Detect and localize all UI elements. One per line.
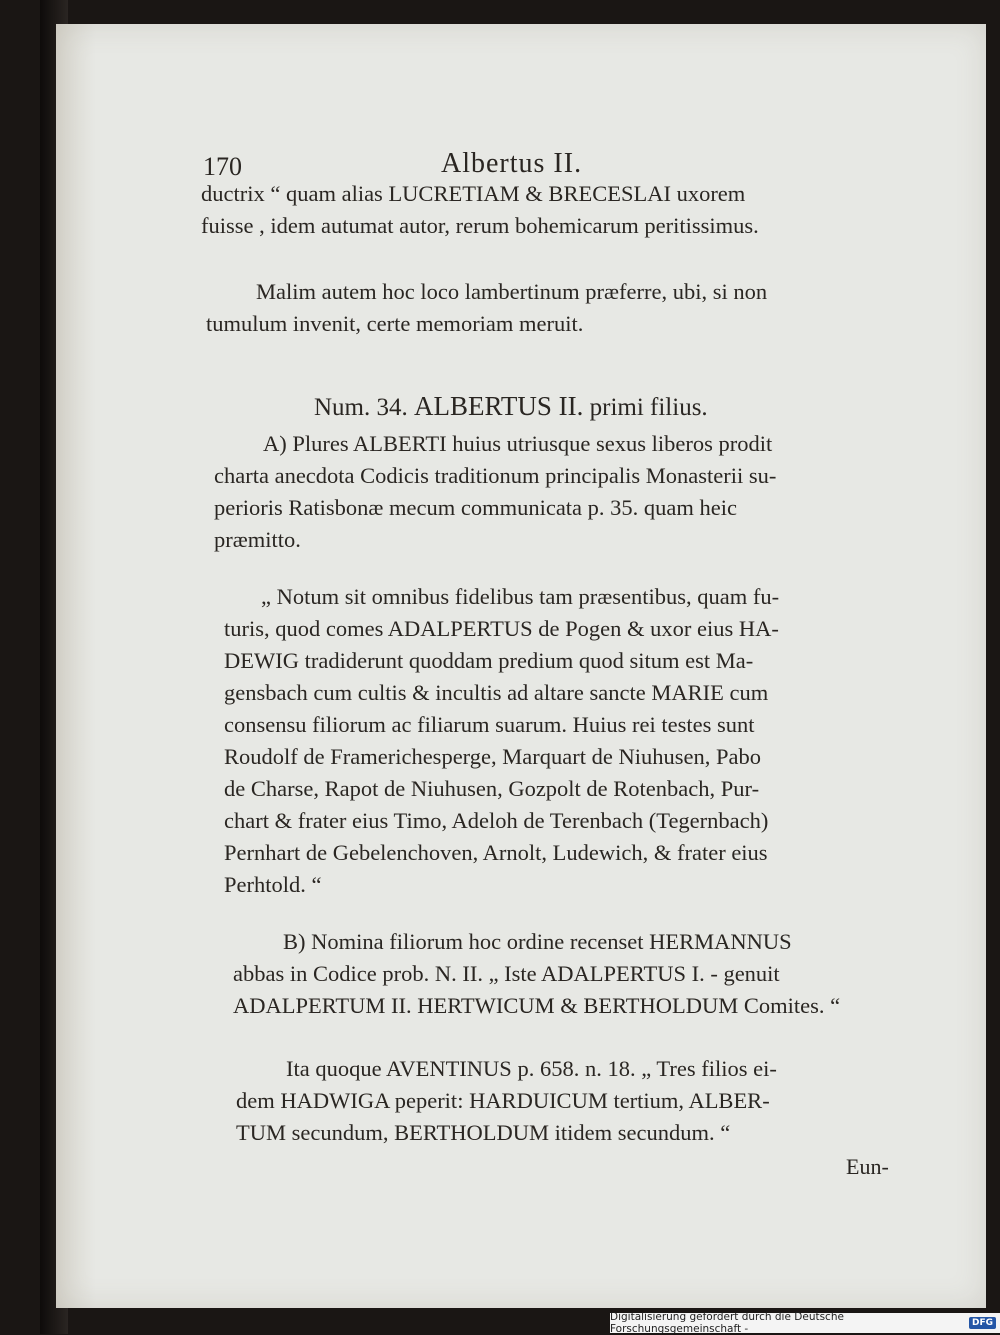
paragraph-line: præmitto. [214,527,301,552]
page-text [56,24,986,1308]
paragraph-line: ductrix “ quam alias LUCRETIAM & BRECESLAI uxorem [201,181,746,206]
digitization-credit [610,1313,1000,1333]
paragraph-line: dem HADWIGA peperit: HARDUICUM tertium, ALBER- [236,1088,770,1113]
book-page [56,24,986,1308]
paragraph-line: abbas in Codice prob. N. II. „ Iste ADALPERTUS I. - genuit [233,961,780,986]
dfg-logo-icon: DFG [969,1317,996,1329]
quote-line: de Charse, Rapot de Niuhusen, Gozpolt de Rotenbach, Pur- [224,776,760,801]
quote-line: gensbach cum cultis & incultis ad altare sancte MARIE cum [224,680,769,705]
quote-line: Pernhart de Gebelenchoven, Arnolt, Ludewich, & frater eius [224,840,768,865]
paragraph-line: TUM secundum, BERTHOLDUM itidem secundum. “ [236,1120,731,1145]
paragraph-line: fuisse , idem autumat autor, rerum bohemicarum peritissimus. [201,213,759,238]
quote-line: chart & frater eius Timo, Adeloh de Terenbach (Tegernbach) [224,808,769,833]
quote-line: „ Notum sit omnibus fidelibus tam præsentibus, quam fu- [261,584,780,609]
quote-line: Perhtold. “ [224,872,322,897]
quote-line: turis, quod comes ADALPERTUS de Pogen & uxor eius HA- [224,616,779,641]
section-heading [314,391,708,422]
paragraph-line: ADALPERTUM II. HERTWICUM & BERTHOLDUM Comites. “ [233,993,841,1018]
section-number: Num. 34. [314,394,408,421]
running-title: Albertus II. [441,148,583,179]
section-name: ALBERTUS II. [414,391,584,421]
paragraph-line: B) Nomina filiorum hoc ordine recenset HERMANNUS [283,929,792,954]
paragraph-line: charta anecdota Codicis traditionum principalis Monasterii su- [214,463,777,488]
section-subtitle: primi filius. [589,394,708,421]
catchword: Eun- [846,1154,889,1179]
paragraph-line: A) Plures ALBERTI huius utriusque sexus liberos prodit [263,431,773,456]
paragraph-line: Malim autem hoc loco lambertinum præferre, ubi, si non [256,279,768,304]
quote-line: consensu filiorum ac filiarum suarum. Huius rei testes sunt [224,712,755,737]
page-number: 170 [203,152,242,181]
quote-line: Roudolf de Framerichesperge, Marquart de Niuhusen, Pabo [224,744,761,769]
credit-text: Digitalisierung gefördert durch die Deutsche Forschungsgemeinschaft - [610,1311,844,1335]
paragraph-line: perioris Ratisbonæ mecum communicata p. 35. quam heic [214,495,738,520]
paragraph-line: tumulum invenit, certe memoriam meruit. [206,311,584,336]
paragraph-line: Ita quoque AVENTINUS p. 658. n. 18. „ Tres filios ei- [286,1056,777,1081]
quote-line: DEWIG tradiderunt quoddam predium quod situm est Ma- [224,648,754,673]
